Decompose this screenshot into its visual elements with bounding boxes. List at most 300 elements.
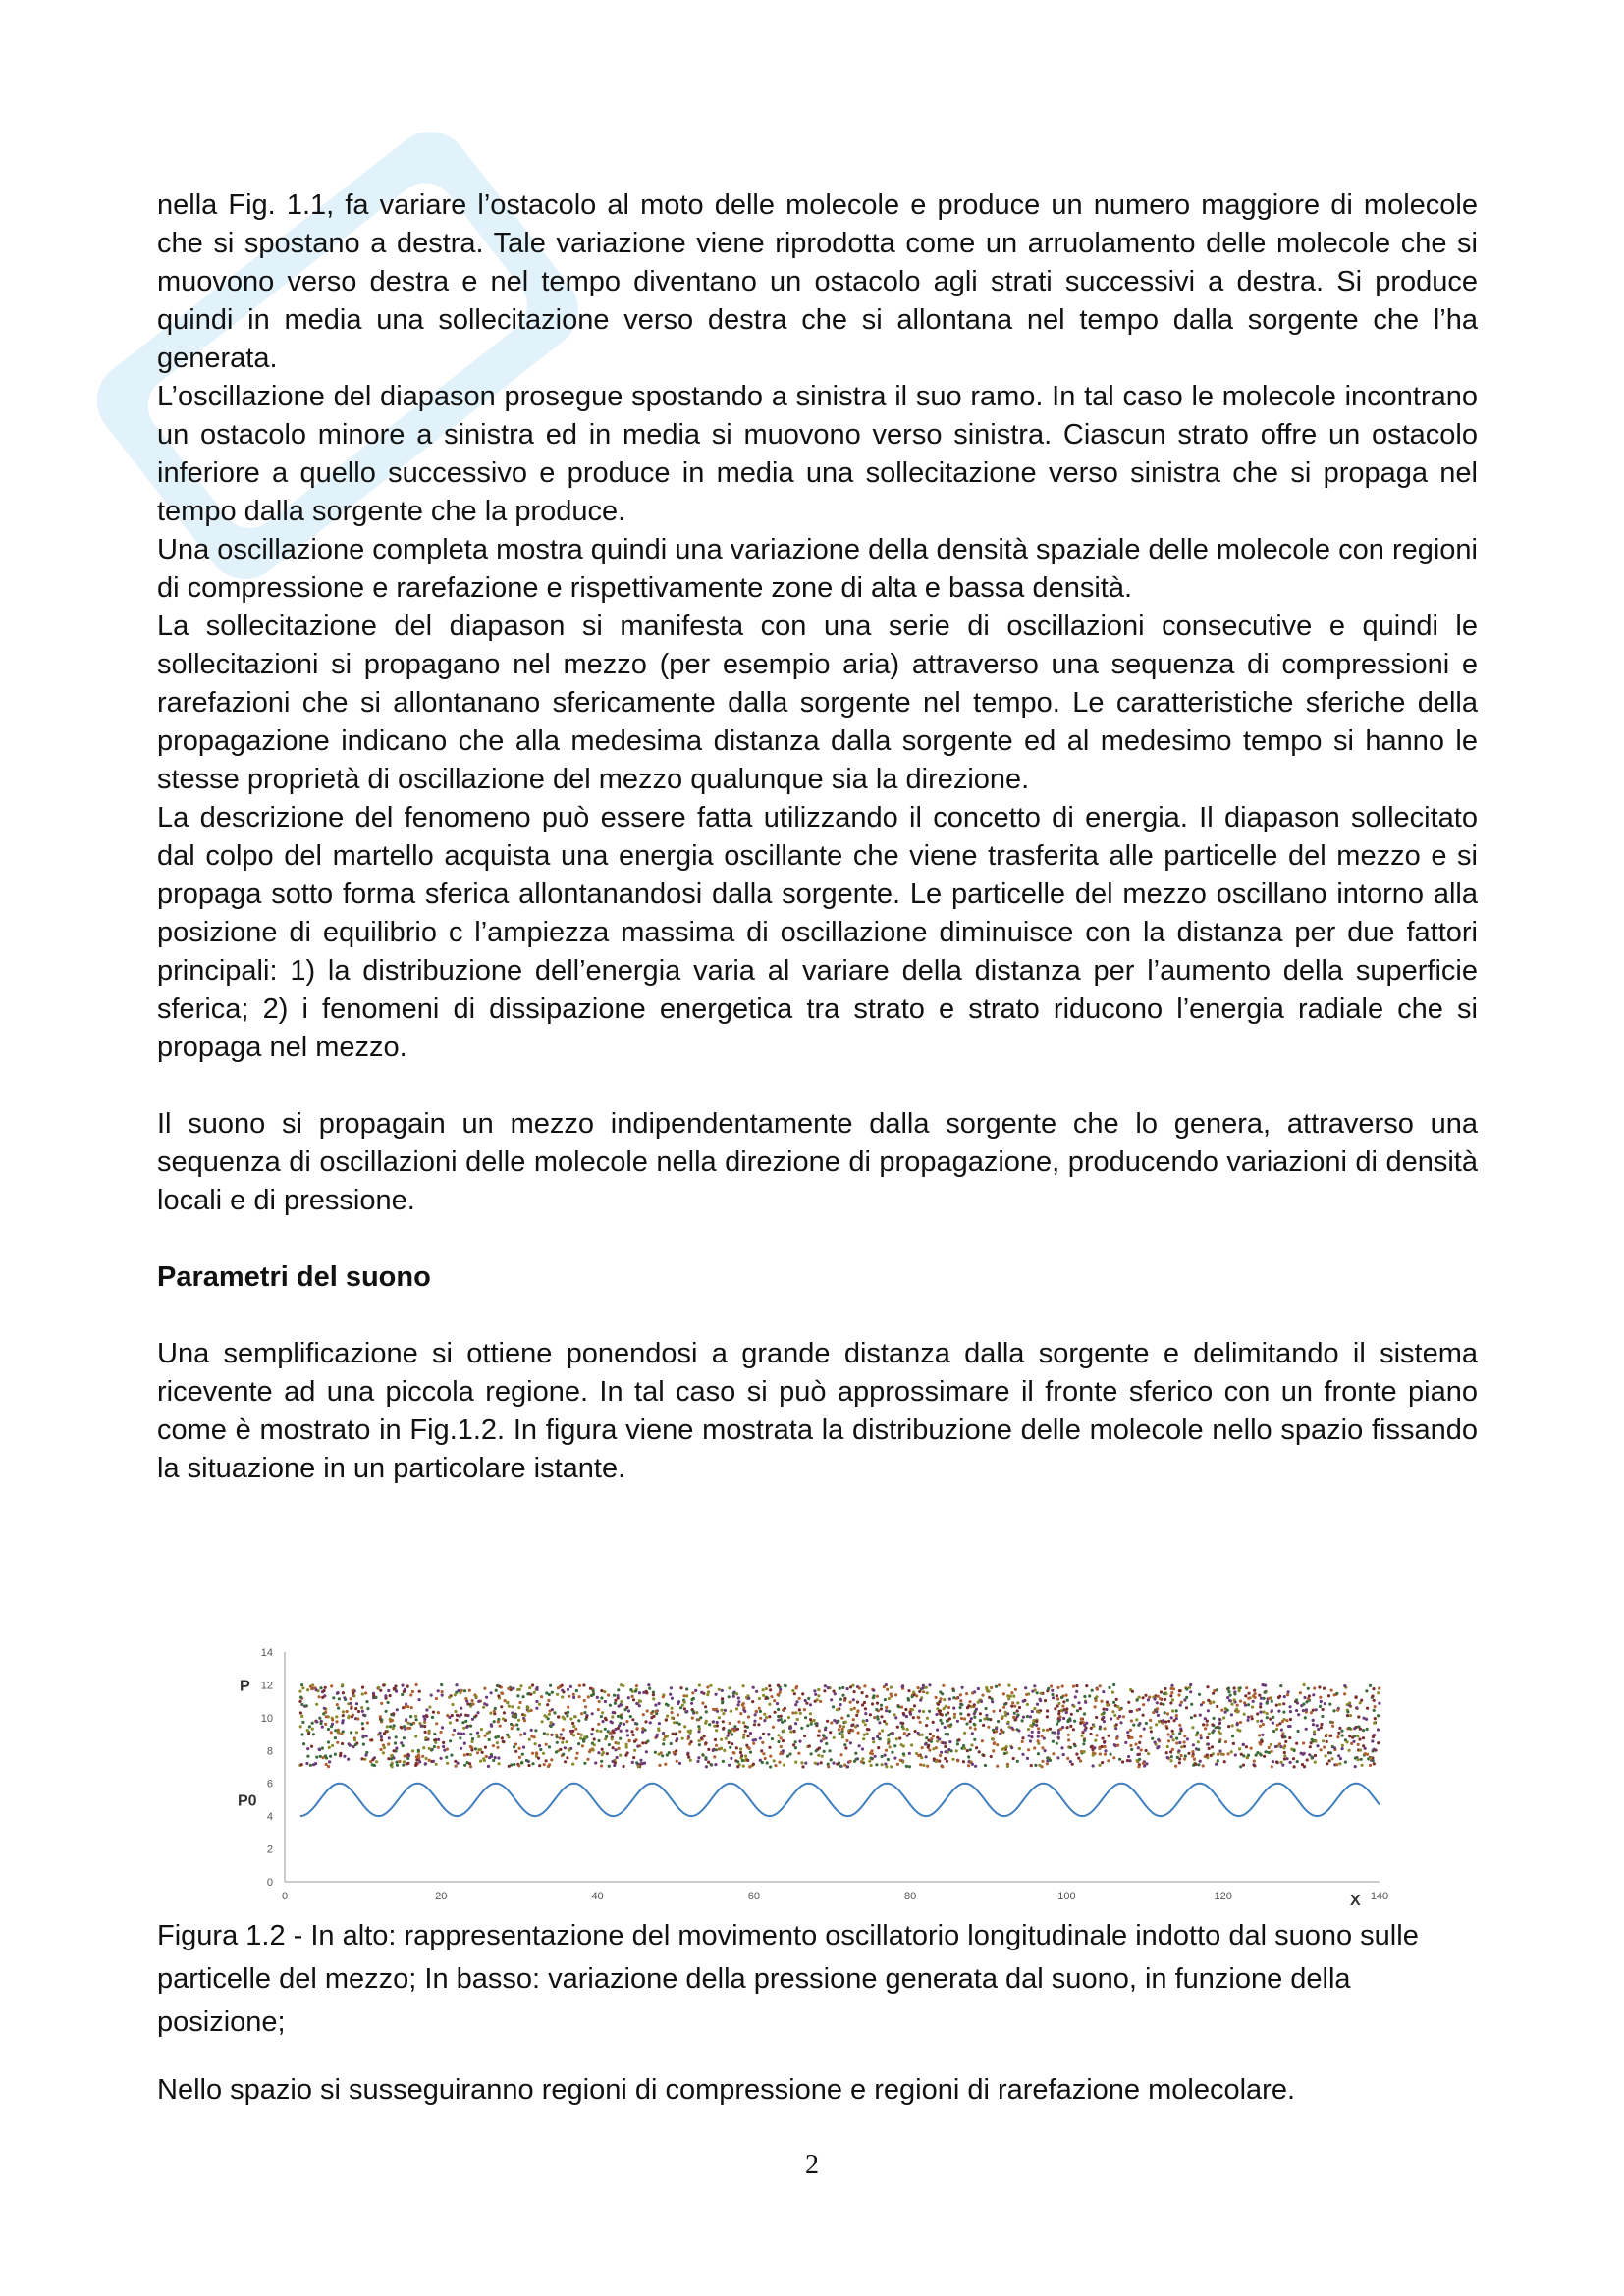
particle-point	[928, 1710, 931, 1713]
particle-point	[1247, 1692, 1250, 1695]
particle-point	[839, 1732, 841, 1735]
particle-point	[533, 1691, 536, 1694]
particle-point	[1303, 1683, 1306, 1686]
particle-point	[991, 1700, 994, 1703]
particle-point	[853, 1707, 856, 1710]
particle-point	[1001, 1748, 1004, 1751]
particle-point	[1103, 1711, 1106, 1714]
particle-point	[637, 1765, 640, 1768]
particle-point	[814, 1722, 817, 1725]
particle-point	[364, 1691, 367, 1694]
particle-point	[764, 1697, 767, 1700]
particle-point	[748, 1765, 751, 1768]
particle-point	[562, 1728, 565, 1731]
particle-point	[589, 1687, 592, 1690]
particle-point	[1320, 1723, 1323, 1726]
particle-point	[801, 1692, 804, 1695]
particle-point	[1108, 1686, 1110, 1689]
particle-point	[1108, 1735, 1110, 1737]
particle-point	[425, 1715, 428, 1718]
particle-point	[935, 1696, 938, 1699]
particle-point	[1092, 1764, 1095, 1767]
particle-point	[525, 1759, 528, 1762]
particle-point	[492, 1759, 495, 1762]
particle-point	[1264, 1750, 1267, 1753]
particle-point	[1239, 1765, 1242, 1768]
particle-point	[968, 1700, 971, 1703]
particle-point	[406, 1685, 409, 1688]
particle-point	[1010, 1727, 1013, 1730]
particle-point	[1374, 1705, 1377, 1708]
particle-point	[974, 1765, 977, 1768]
particle-point	[730, 1710, 732, 1713]
particle-point	[1371, 1695, 1374, 1698]
particle-point	[1104, 1753, 1107, 1756]
particle-point	[803, 1708, 806, 1711]
particle-point	[626, 1734, 629, 1736]
particle-point	[620, 1730, 623, 1733]
particle-point	[1199, 1760, 1202, 1763]
particle-point	[406, 1722, 409, 1725]
particle-point	[1233, 1692, 1236, 1695]
particle-point	[406, 1705, 409, 1708]
particle-point	[469, 1733, 472, 1735]
particle-point	[1359, 1749, 1362, 1752]
particle-point	[1056, 1756, 1059, 1759]
particle-point	[598, 1700, 601, 1703]
particle-point	[600, 1760, 603, 1763]
particle-point	[1094, 1739, 1097, 1742]
particle-point	[400, 1741, 403, 1744]
particle-point	[542, 1752, 545, 1755]
particle-point	[597, 1751, 600, 1754]
particle-point	[1046, 1759, 1049, 1762]
particle-point	[758, 1697, 761, 1700]
particle-point	[969, 1748, 972, 1751]
particle-point	[1144, 1694, 1147, 1697]
particle-point	[562, 1737, 565, 1740]
particle-point	[1061, 1705, 1064, 1708]
particle-point	[989, 1718, 992, 1721]
particle-point	[1260, 1753, 1263, 1756]
particle-point	[857, 1732, 860, 1735]
particle-point	[548, 1693, 551, 1696]
particle-point	[408, 1727, 411, 1730]
particle-point	[360, 1757, 363, 1760]
particle-point	[1129, 1729, 1132, 1732]
particle-point	[704, 1741, 707, 1744]
particle-point	[1320, 1726, 1323, 1729]
particle-point	[424, 1731, 427, 1734]
particle-point	[1032, 1723, 1035, 1726]
particle-point	[721, 1701, 724, 1704]
particle-point	[992, 1710, 995, 1713]
particle-point	[777, 1740, 780, 1743]
particle-point	[456, 1714, 459, 1717]
particle-point	[1346, 1710, 1349, 1713]
particle-point	[860, 1760, 863, 1763]
particle-point	[512, 1687, 514, 1690]
particle-point	[560, 1733, 563, 1735]
particle-point	[1339, 1757, 1342, 1760]
particle-point	[1098, 1764, 1101, 1767]
particle-point	[613, 1764, 616, 1767]
particle-point	[1377, 1691, 1380, 1694]
particle-point	[1054, 1707, 1056, 1710]
particle-point	[1189, 1690, 1192, 1693]
particle-point	[1054, 1732, 1056, 1735]
particle-point	[814, 1762, 817, 1765]
particle-point	[663, 1738, 666, 1741]
particle-point	[662, 1695, 665, 1698]
particle-point	[1061, 1684, 1064, 1687]
particle-point	[625, 1729, 628, 1732]
particle-point	[385, 1730, 388, 1733]
particle-point	[948, 1717, 951, 1720]
particle-point	[1188, 1686, 1191, 1689]
particle-point	[461, 1721, 464, 1724]
particle-point	[550, 1758, 553, 1761]
particle-point	[852, 1718, 855, 1721]
particle-point	[538, 1764, 541, 1767]
particle-point	[1052, 1740, 1055, 1743]
y-marker-label: P0	[238, 1792, 257, 1810]
particle-point	[1012, 1695, 1015, 1698]
particle-point	[1293, 1749, 1296, 1752]
particle-point	[452, 1734, 455, 1736]
particle-point	[1171, 1748, 1174, 1751]
particle-point	[1321, 1715, 1324, 1718]
particle-point	[904, 1708, 907, 1711]
particle-point	[731, 1728, 733, 1731]
particle-point	[890, 1765, 893, 1768]
particle-point	[423, 1721, 426, 1724]
particle-point	[650, 1712, 653, 1715]
particle-point	[1116, 1705, 1119, 1708]
particle-point	[806, 1724, 809, 1727]
particle-point	[777, 1708, 780, 1711]
particle-point	[1169, 1694, 1172, 1697]
particle-point	[849, 1741, 852, 1744]
particle-point	[1004, 1711, 1007, 1714]
particle-point	[1010, 1705, 1013, 1708]
particle-point	[614, 1761, 617, 1764]
particle-point	[671, 1711, 674, 1714]
particle-point	[876, 1695, 879, 1698]
particle-point	[568, 1749, 570, 1752]
particle-point	[849, 1760, 852, 1763]
particle-point	[465, 1726, 468, 1729]
particle-point	[1143, 1728, 1146, 1731]
particle-point	[712, 1708, 715, 1711]
particle-point	[1247, 1697, 1250, 1700]
particle-point	[733, 1729, 736, 1732]
particle-point	[742, 1684, 745, 1687]
particle-point	[1142, 1762, 1145, 1765]
particle-point	[715, 1693, 718, 1696]
particle-point	[557, 1716, 560, 1719]
particle-point	[556, 1741, 559, 1744]
particle-point	[788, 1752, 791, 1755]
particle-point	[979, 1712, 982, 1715]
particle-point	[983, 1717, 986, 1720]
particle-point	[1131, 1690, 1134, 1693]
particle-point	[331, 1744, 334, 1747]
particle-point	[567, 1706, 569, 1709]
particle-point	[493, 1720, 496, 1723]
particle-point	[804, 1699, 807, 1702]
particle-point	[1355, 1695, 1358, 1698]
x-tick-label: 140	[1370, 1891, 1389, 1902]
particle-point	[1222, 1716, 1225, 1719]
particle-point	[851, 1729, 854, 1732]
particle-point	[1110, 1717, 1112, 1720]
particle-point	[352, 1694, 355, 1697]
particle-point	[1283, 1751, 1286, 1754]
particle-point	[590, 1733, 593, 1735]
particle-point	[1077, 1701, 1080, 1704]
particle-point	[799, 1712, 802, 1715]
particle-point	[1180, 1754, 1183, 1757]
particle-point	[1057, 1736, 1060, 1739]
particle-point	[813, 1719, 816, 1722]
particle-point	[1060, 1709, 1063, 1712]
particle-point	[819, 1700, 822, 1703]
particle-point	[1027, 1748, 1030, 1751]
particle-point	[1037, 1735, 1040, 1738]
particle-point	[497, 1720, 500, 1723]
particle-point	[999, 1709, 1001, 1712]
particle-point	[1259, 1711, 1262, 1714]
particle-point	[1047, 1687, 1050, 1690]
particle-point	[757, 1723, 760, 1726]
particle-point	[646, 1739, 649, 1742]
particle-point	[463, 1764, 466, 1767]
particle-point	[924, 1743, 927, 1746]
particle-point	[393, 1688, 396, 1691]
particle-point	[1092, 1725, 1095, 1728]
particle-point	[347, 1758, 350, 1761]
particle-point	[1256, 1751, 1259, 1754]
particle-point	[500, 1705, 503, 1708]
particle-point	[1103, 1745, 1106, 1748]
particle-point	[769, 1765, 772, 1768]
particle-point	[414, 1735, 417, 1737]
particle-point	[1027, 1735, 1030, 1737]
particle-point	[1283, 1695, 1286, 1698]
particle-point	[1033, 1684, 1036, 1687]
particle-point	[350, 1731, 352, 1734]
particle-point	[1301, 1763, 1304, 1766]
particle-point	[765, 1716, 768, 1719]
particle-point	[969, 1720, 972, 1723]
particle-point	[928, 1683, 931, 1686]
particle-point	[1091, 1689, 1094, 1692]
particle-point	[1170, 1691, 1173, 1694]
particle-point	[1088, 1694, 1091, 1697]
particle-point	[1283, 1754, 1286, 1757]
particle-point	[1024, 1686, 1027, 1689]
particle-point	[784, 1719, 786, 1722]
particle-point	[1337, 1732, 1340, 1735]
particle-point	[758, 1707, 761, 1710]
particle-point	[837, 1720, 839, 1723]
particle-point	[1365, 1718, 1368, 1721]
particle-point	[1006, 1765, 1009, 1768]
particle-point	[701, 1753, 704, 1756]
particle-point	[777, 1734, 780, 1736]
particle-point	[1224, 1740, 1227, 1743]
particle-point	[648, 1687, 651, 1690]
particle-point	[963, 1717, 966, 1720]
particle-point	[494, 1756, 497, 1759]
particle-point	[981, 1694, 984, 1697]
particle-point	[578, 1695, 581, 1698]
particle-point	[1002, 1692, 1005, 1695]
particle-point	[1029, 1724, 1032, 1727]
particle-point	[1033, 1707, 1036, 1710]
particle-point	[428, 1759, 431, 1762]
particle-point	[527, 1764, 530, 1767]
particle-point	[585, 1716, 588, 1719]
particle-point	[1335, 1692, 1338, 1695]
y-tick-label: 0	[266, 1877, 273, 1889]
particle-point	[1354, 1765, 1357, 1768]
particle-point	[1072, 1685, 1075, 1688]
particle-point	[646, 1709, 649, 1712]
particle-point	[1171, 1698, 1174, 1701]
particle-point	[1332, 1709, 1335, 1712]
particle-point	[513, 1763, 515, 1766]
particle-point	[1052, 1696, 1055, 1699]
particle-point	[360, 1706, 363, 1709]
particle-point	[1378, 1702, 1380, 1705]
particle-point	[971, 1732, 974, 1735]
particle-point	[300, 1703, 303, 1706]
particle-point	[746, 1759, 749, 1762]
particle-point	[1101, 1761, 1104, 1764]
particle-point	[762, 1733, 765, 1735]
particle-point	[893, 1744, 896, 1747]
particle-point	[658, 1702, 661, 1705]
particle-point	[398, 1760, 401, 1763]
particle-point	[1196, 1731, 1199, 1734]
particle-point	[874, 1755, 877, 1758]
particle-point	[1137, 1765, 1140, 1768]
particle-point	[843, 1764, 846, 1767]
particle-point	[1311, 1738, 1314, 1741]
particle-point	[1017, 1729, 1020, 1732]
particle-point	[1177, 1693, 1180, 1696]
particle-point	[1112, 1756, 1115, 1759]
particle-point	[1373, 1699, 1376, 1702]
particle-point	[679, 1686, 682, 1689]
particle-point	[894, 1716, 897, 1719]
particle-point	[387, 1689, 390, 1692]
particle-point	[577, 1719, 580, 1722]
particle-point	[530, 1735, 533, 1737]
particle-point	[1070, 1713, 1073, 1716]
particle-point	[1263, 1710, 1266, 1713]
particle-point	[1313, 1731, 1316, 1734]
particle-point	[513, 1724, 515, 1727]
particle-point	[1052, 1752, 1055, 1755]
particle-point	[887, 1738, 890, 1741]
particle-point	[761, 1761, 764, 1764]
particle-point	[919, 1721, 922, 1724]
particle-point	[428, 1706, 431, 1709]
particle-point	[1244, 1704, 1247, 1707]
particle-point	[817, 1688, 820, 1691]
particle-point	[490, 1691, 493, 1694]
particle-point	[1282, 1718, 1285, 1721]
particle-point	[832, 1705, 835, 1708]
particle-point	[1279, 1745, 1282, 1748]
particle-point	[1029, 1739, 1032, 1742]
particle-point	[714, 1763, 717, 1766]
particle-point	[1260, 1697, 1263, 1700]
particle-point	[382, 1683, 385, 1686]
particle-point	[1016, 1760, 1019, 1763]
particle-point	[457, 1689, 460, 1692]
particle-point	[992, 1729, 995, 1732]
particle-point	[553, 1711, 556, 1714]
particle-point	[1136, 1699, 1139, 1702]
particle-point	[749, 1732, 752, 1735]
particle-point	[840, 1717, 843, 1720]
particle-point	[508, 1705, 511, 1708]
particle-point	[1202, 1764, 1205, 1767]
particle-point	[315, 1688, 318, 1691]
particle-point	[791, 1711, 794, 1714]
particle-point	[1003, 1703, 1006, 1706]
particle-point	[925, 1755, 928, 1758]
particle-point	[1150, 1730, 1153, 1733]
particle-point	[1178, 1761, 1181, 1764]
particle-point	[768, 1703, 771, 1706]
particle-point	[673, 1721, 676, 1724]
particle-point	[1164, 1720, 1167, 1723]
particle-point	[1165, 1751, 1168, 1754]
particle-point	[1166, 1745, 1169, 1748]
particle-point	[502, 1717, 505, 1720]
particle-point	[395, 1747, 398, 1750]
particle-point	[662, 1742, 665, 1745]
particle-point	[973, 1738, 976, 1741]
particle-point	[732, 1695, 735, 1698]
particle-point	[1233, 1686, 1236, 1689]
particle-point	[1085, 1722, 1088, 1725]
particle-point	[501, 1692, 504, 1695]
particle-point	[728, 1764, 731, 1767]
particle-point	[1247, 1716, 1250, 1719]
particle-point	[1326, 1762, 1328, 1765]
particle-point	[709, 1684, 712, 1687]
particle-point	[1046, 1756, 1049, 1759]
particle-point	[856, 1701, 859, 1704]
particle-point	[430, 1694, 433, 1697]
particle-point	[1218, 1718, 1221, 1721]
particle-point	[1355, 1706, 1358, 1709]
particle-point	[433, 1733, 436, 1735]
particle-point	[614, 1748, 617, 1751]
particle-point	[604, 1737, 607, 1740]
particle-point	[896, 1726, 899, 1729]
particle-point	[1239, 1721, 1242, 1724]
particle-point	[1167, 1733, 1170, 1735]
particle-point	[1167, 1739, 1170, 1742]
particle-point	[1323, 1687, 1326, 1690]
